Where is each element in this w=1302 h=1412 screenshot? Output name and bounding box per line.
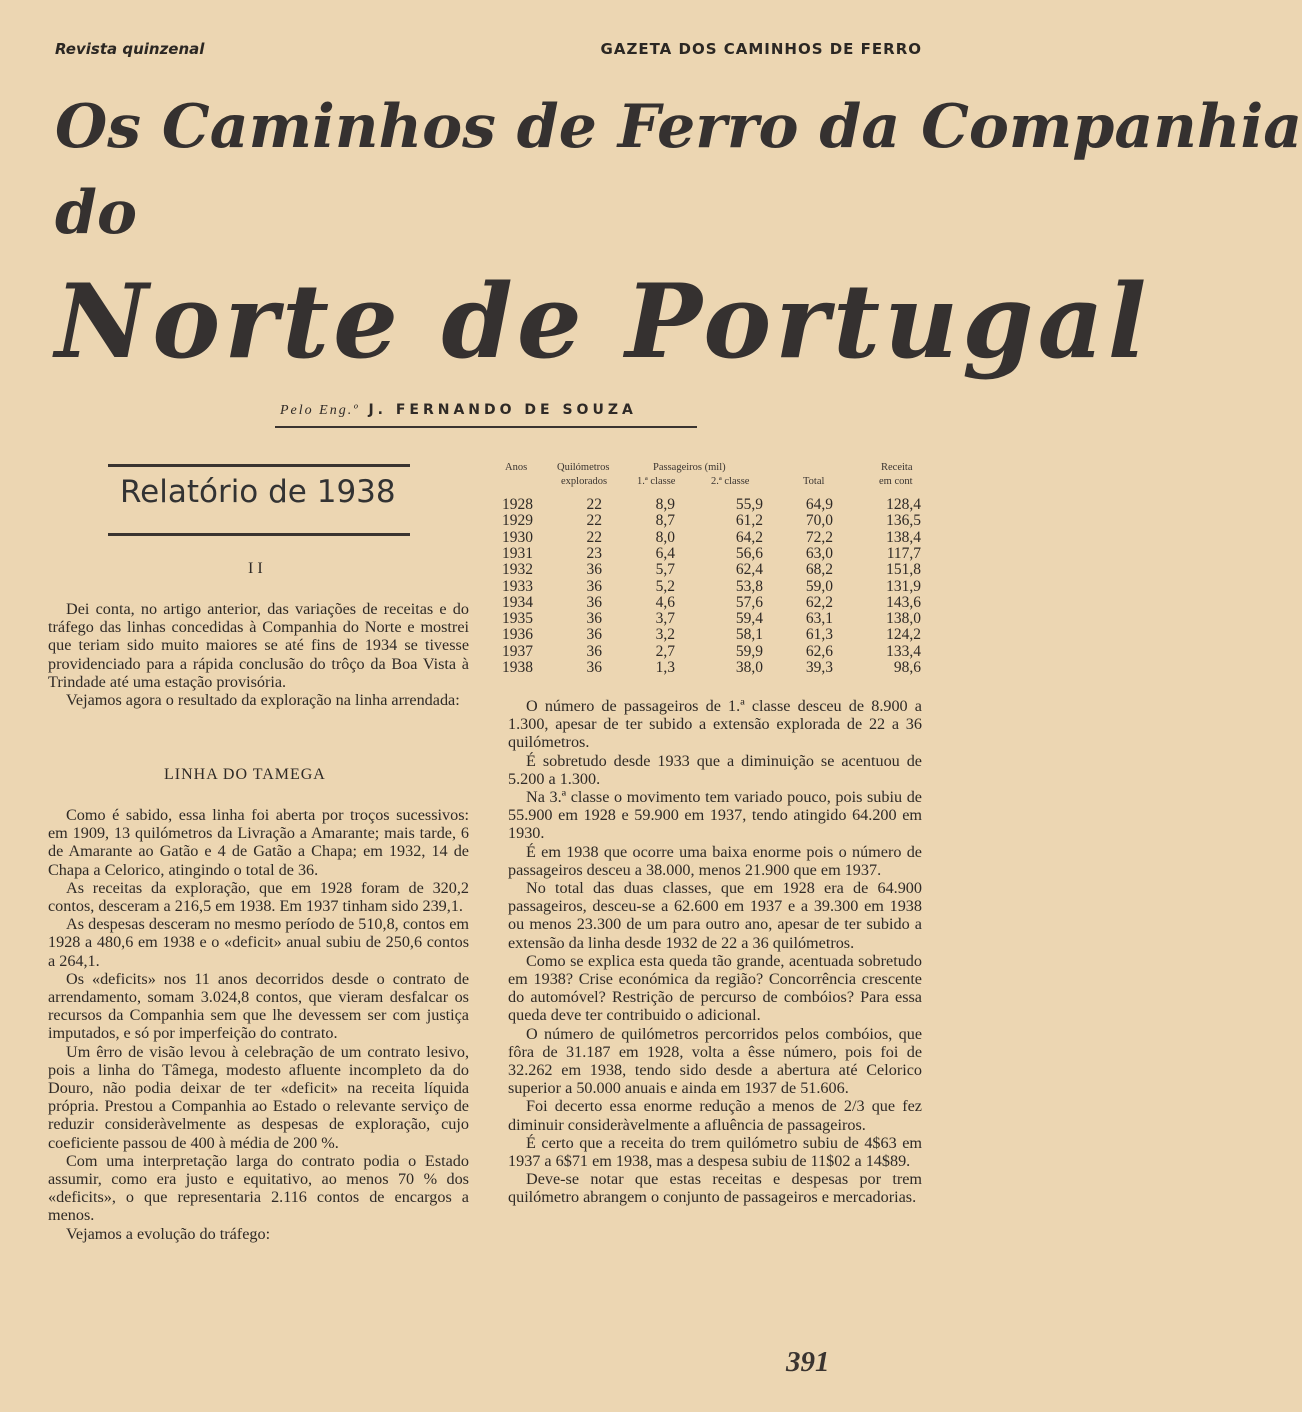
left-column-intro <box>48 600 469 709</box>
row-class2: 56,6 <box>735 544 763 562</box>
row-class1: 3,2 <box>655 626 675 644</box>
paragraph: Vejamos agora o resultado da exploração na linha arrendada: <box>66 691 460 710</box>
title-line-1: Os Caminhos de Ferro da Companhia <box>55 92 1302 162</box>
row-year: 1930 <box>502 528 533 546</box>
row-receita: 138,4 <box>886 528 921 546</box>
paragraph: As receitas da exploração, que em 1928 foram de 320,2 contos, desceram a 216,5 em 1938. Em 1937 tinham sido 239,1. <box>48 878 469 916</box>
row-km: 23 <box>586 544 602 562</box>
row-year: 1935 <box>502 610 533 628</box>
table-row <box>495 643 925 659</box>
row-km: 22 <box>586 496 602 513</box>
row-total: 61,3 <box>805 626 833 644</box>
row-year: 1934 <box>502 593 533 611</box>
row-class2: 59,9 <box>735 642 763 660</box>
paragraph: Na 3.ª classe o movimento tem variado pouco, pois subiu de 55.900 em 1928 e 59.900 em 1937, tendo atingido 64.200 em 1930. <box>508 788 922 843</box>
table-row <box>495 626 925 642</box>
row-class2: 58,1 <box>735 626 763 644</box>
header-left: Revista quinzenal <box>55 40 205 58</box>
row-class2: 61,2 <box>735 512 763 530</box>
table-row <box>495 561 925 577</box>
row-year: 1936 <box>502 626 533 644</box>
row-receita: 136,5 <box>886 512 921 530</box>
table-row <box>495 659 925 675</box>
paragraph: Um êrro de visão levou à celebração de um contrato lesivo, pois a linha do Tâmega, modesto afluente incompleto da do Douro, não podia deixar de ter «deficit» na receita líquida própria. Prestou a Companhia ao Estado o relevante serviço de reduzir consideràvelmente as despesas de exploração, cujo coeficiente passou de 400 à média de 200 %. <box>48 1042 469 1152</box>
row-class1: 5,7 <box>655 561 675 579</box>
row-receita: 143,6 <box>886 593 921 611</box>
row-class1: 8,7 <box>655 512 675 530</box>
row-class1: 8,0 <box>655 528 675 546</box>
row-class1: 8,9 <box>655 496 675 513</box>
table-header-class1: 1.ª classe <box>637 476 676 487</box>
row-total: 62,2 <box>805 593 833 611</box>
table-header-km: Quilómetros <box>557 462 610 473</box>
row-class2: 57,6 <box>735 593 763 611</box>
row-km: 22 <box>586 528 602 546</box>
title-line-3: Norte de Portugal <box>55 262 1151 382</box>
row-km: 36 <box>586 610 602 628</box>
header-right: GAZETA DOS CAMINHOS DE FERRO <box>600 40 922 58</box>
row-km: 36 <box>586 642 602 660</box>
paragraph: Com uma interpretação larga do contrato podia o Estado assumir, como era justo e equitativo, ao menos 70 % dos «deficits», o que representaria 2.116 contos de encargos a menos. <box>48 1151 469 1225</box>
row-km: 36 <box>586 659 602 676</box>
row-class1: 3,7 <box>655 610 675 628</box>
paragraph: Vejamos a evolução do tráfego: <box>66 1224 271 1243</box>
paragraph: É sobretudo desde 1933 que a diminuição se acentuou de 5.200 a 1.300. <box>508 751 922 788</box>
row-receita: 98,6 <box>893 659 921 676</box>
row-class2: 59,4 <box>735 610 763 628</box>
table-row <box>495 496 925 512</box>
row-class1: 1,3 <box>655 659 675 676</box>
title-line-2: do <box>55 178 137 248</box>
row-total: 59,0 <box>805 577 833 595</box>
row-receita: 131,9 <box>886 577 921 595</box>
table-header-km-sub: explorados <box>561 476 608 487</box>
paragraph: Deve-se notar que estas receitas e despesas por trem quilómetro abrangem o conjunto de passageiros e mercadorias. <box>508 1170 922 1207</box>
paragraph: Dei conta, no artigo anterior, das variações de receitas e do tráfego das linhas concedidas à Companhia do Norte e mostrei que teriam sido muito maiores se até fins de 1934 se tivesse providenciado para a rápida conclusão do trôço da Boa Vista à Trindade até uma estação provisória. <box>48 600 469 691</box>
row-km: 36 <box>586 561 602 579</box>
row-km: 36 <box>586 626 602 644</box>
row-class2: 62,4 <box>735 561 763 579</box>
row-class1: 2,7 <box>655 642 675 660</box>
section-title: Relatório de 1938 <box>120 474 396 510</box>
paragraph: Foi decerto essa enorme redução a menos de 2/3 que fez diminuir consideràvelmente a afluência de passageiros. <box>508 1097 922 1134</box>
table-row <box>495 545 925 561</box>
part-number: II <box>248 560 267 577</box>
row-class2: 53,8 <box>735 577 763 595</box>
left-column-body <box>48 806 469 1243</box>
paragraph: O número de passageiros de 1.ª classe desceu de 8.900 a 1.300, apesar de ter subido a extensão explorada de 22 a 36 quilómetros. <box>508 697 922 752</box>
table-header-total: Total <box>803 476 825 487</box>
right-column <box>508 697 922 1207</box>
row-receita: 128,4 <box>886 496 921 513</box>
row-receita: 151,8 <box>886 561 921 579</box>
row-year: 1931 <box>502 544 533 562</box>
table-row <box>495 512 925 528</box>
section-heading: LINHA DO TAMEGA <box>164 766 326 783</box>
row-class2: 38,0 <box>735 659 763 676</box>
table-header-receita: Receita <box>881 462 913 473</box>
table-header-class2: 2.ª classe <box>711 476 750 487</box>
paragraph: As despesas desceram no mesmo período de 510,8, contos em 1928 a 480,6 em 1938 e o «deficit» anual subiu de 250,6 contos a 264,1. <box>48 915 469 970</box>
paragraph: O número de quilómetros percorridos pelos combóios, que fôra de 31.187 em 1928, volta a êsse número, pois foi de 32.262 em 1938, tendo sido desde a abertura até Celorico superior a 50.000 anuais e ainda em 1937 de 51.606. <box>508 1024 922 1098</box>
row-class1: 5,2 <box>655 577 675 595</box>
paragraph: Os «deficits» nos 11 anos decorridos desde o contrato de arrendamento, somam 3.024,8 contos, que vieram desfalcar os recursos da Companhia sem que lhe devessem ser com justiça imputados, e só por imperfeição do contrato. <box>48 969 469 1043</box>
row-year: 1932 <box>502 561 533 579</box>
row-class1: 4,6 <box>655 593 675 611</box>
row-total: 64,9 <box>805 496 833 513</box>
paragraph: No total das duas classes, que em 1928 era de 64.900 passageiros, desceu-se a 62.600 em 1937 e a 39.300 em 1938 ou menos 23.300 de um para outro ano, apesar de ter subido a extensão da linha desde 1932 de 22 a 36 quilómetros. <box>508 879 922 952</box>
byline-author: J. FERNANDO DE SOUZA <box>368 402 637 418</box>
row-receita: 138,0 <box>886 610 921 628</box>
row-class2: 64,2 <box>735 528 763 546</box>
paragraph: É certo que a receita do trem quilómetro subiu de 4$63 em 1937 a 6$71 em 1938, mas a despesa subiu de 11$02 a 14$89. <box>508 1133 922 1171</box>
row-year: 1937 <box>502 642 533 660</box>
row-km: 36 <box>586 577 602 595</box>
table-header-anos: Anos <box>505 462 528 473</box>
page-number: 391 <box>786 1346 830 1378</box>
byline-rule <box>275 426 697 428</box>
row-total: 39,3 <box>805 659 833 676</box>
table-row <box>495 610 925 626</box>
row-receita: 117,7 <box>886 544 921 562</box>
table-header-passageiros: Passageiros (mil) <box>653 462 726 473</box>
row-year: 1928 <box>502 496 533 513</box>
row-total: 63,1 <box>805 610 833 628</box>
row-total: 62,6 <box>805 642 833 660</box>
byline <box>280 402 637 419</box>
table-row <box>495 529 925 545</box>
row-receita: 124,2 <box>886 626 921 644</box>
row-total: 63,0 <box>805 544 833 562</box>
row-km: 36 <box>586 593 602 611</box>
table-row <box>495 594 925 610</box>
row-total: 72,2 <box>805 528 833 546</box>
paragraph: É em 1938 que ocorre uma baixa enorme pois o número de passageiros desceu a 38.000, menos 21.900 que em 1937. <box>508 842 922 879</box>
row-year: 1929 <box>502 512 533 530</box>
table-row <box>495 578 925 594</box>
row-year: 1933 <box>502 577 533 595</box>
row-receita: 133,4 <box>886 642 921 660</box>
byline-pelo: Pelo Eng.º <box>280 403 360 418</box>
row-total: 68,2 <box>805 561 833 579</box>
row-year: 1938 <box>502 659 533 676</box>
paragraph: Como se explica esta queda tão grande, acentuada sobretudo em 1938? Crise económica da região? Concorrência crescente do automóvel? Restrição de percurso de combóios? Para essa queda deve ter contribuido o adicional. <box>508 951 922 1025</box>
row-total: 70,0 <box>805 512 833 530</box>
paragraph: Como é sabido, essa linha foi aberta por troços sucessivos: em 1909, 13 quilómetros da Livração a Amarante; mais tarde, 6 de Amarante ao Gatão e 4 de Gatão a Chapa; em 1932, 14 de Chapa a Celorico, atingindo o total de 36. <box>48 806 469 879</box>
row-km: 22 <box>586 512 602 530</box>
row-class1: 6,4 <box>655 544 675 562</box>
row-class2: 55,9 <box>735 496 763 513</box>
table-header-receita-sub: em cont <box>879 476 913 487</box>
